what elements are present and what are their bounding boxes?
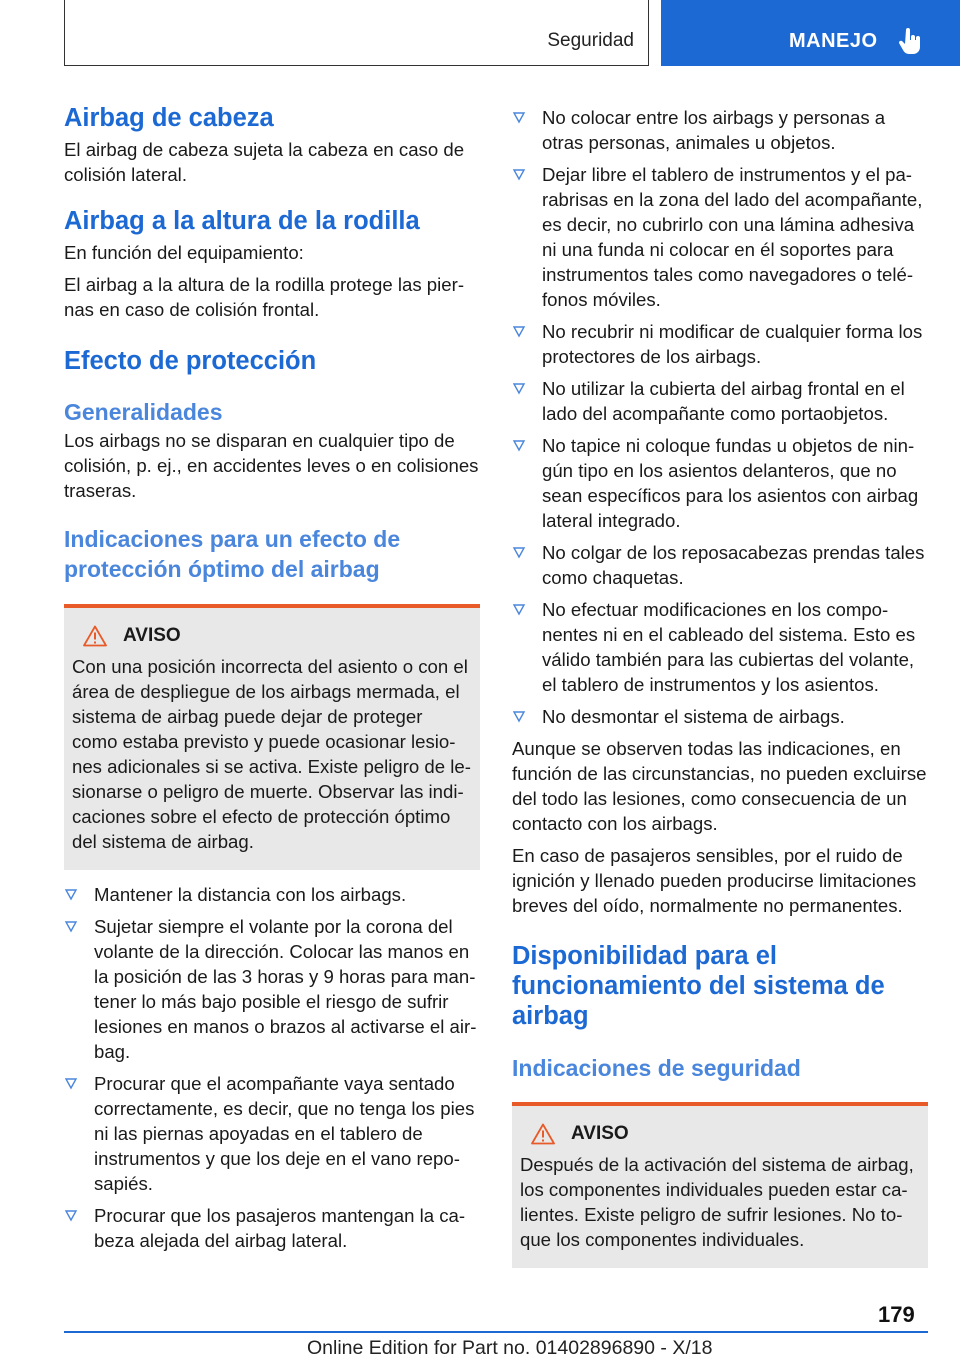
list-item: No colgar de los reposacabezas prendas tales como chaquetas. — [512, 540, 928, 590]
hand-pointer-icon — [897, 28, 923, 56]
heading-airbag-rodilla: Airbag a la altura de la rodilla — [64, 207, 420, 235]
bullet-triangle-icon — [64, 1076, 78, 1090]
list-item: Dejar libre el tablero de instrumentos y el parabrisas en la zona del lado del acompañante, es decir, no cubrirlo con una lámina adhesiva ni una funda ni colocar en él soportes para instrumentos tales como navegadores o teléfonos móviles. — [512, 162, 928, 312]
bullet-triangle-icon — [512, 709, 526, 723]
paragraph-airbag-rodilla: El airbag a la altura de la rodilla protege las piernas en caso de colisión frontal. — [64, 274, 465, 320]
list-item: No colocar entre los airbags y personas a otras personas, animales u objetos. — [512, 105, 928, 155]
list-item: Sujetar siempre el volante por la corona del volante de la dirección. Colocar las manos en la posición de las 3 horas y 9 horas para mantener lo más bajo posible el riesgo de sufrir lesiones en manos o brazos al activarse el airbag. — [64, 914, 480, 1064]
chapter-tab[interactable] — [661, 0, 960, 66]
warning-title — [72, 622, 472, 650]
left-column — [64, 100, 480, 1260]
heading-airbag-cabeza: Airbag de cabeza — [64, 104, 274, 132]
warning-box — [64, 604, 480, 870]
paragraph-equipamiento: En función del equipamiento: — [64, 242, 304, 263]
warning-triangle-icon — [83, 625, 107, 647]
list-item: Mantener la distancia con los airbags. — [64, 882, 480, 907]
heading-disponibilidad: Disponibilidad para el funcionamiento del sistema de airbag — [512, 942, 885, 1030]
warning-triangle-icon — [531, 1123, 555, 1145]
bullet-triangle-icon — [64, 919, 78, 933]
footer-edition: Online Edition for Part no. 01402896890 - X/18 — [307, 1337, 713, 1359]
list-item: No desmontar el sistema de airbags. — [512, 704, 928, 729]
bullet-triangle-icon — [512, 381, 526, 395]
section-title: Seguridad — [547, 30, 634, 51]
heading-indicaciones-seguridad: Indicaciones de seguridad — [512, 1055, 801, 1081]
header-section-box — [64, 0, 649, 66]
paragraph-aunque: Aunque se observen todas las indicaciones, en función de las circunstancias, no pueden excluirse del todo las lesiones, como consecuencia de un contacto con los airbags. — [512, 738, 927, 834]
page-number: 179 — [878, 1302, 915, 1327]
bullet-triangle-icon — [64, 1208, 78, 1222]
heading-efecto-proteccion: Efecto de protección — [64, 347, 317, 375]
warning-title — [520, 1120, 920, 1148]
bullet-triangle-icon — [512, 438, 526, 452]
paragraph-generalidades: Los airbags no se disparan en cualquier tipo de colisión, p. ej., en accidentes leves o en colisiones traseras. — [64, 430, 479, 501]
bullet-triangle-icon — [512, 167, 526, 181]
bullet-triangle-icon — [512, 545, 526, 559]
bullet-triangle-icon — [512, 324, 526, 338]
bullet-list-right — [512, 105, 928, 729]
warning-title-text: AVISO — [123, 625, 181, 646]
warning-text: Después de la activación del sistema de airbag, los componentes individuales pueden estar calientes. Existe peligro de sufrir lesiones. No toque los componentes individuales. — [520, 1154, 914, 1250]
footer-divider — [64, 1331, 928, 1333]
bullet-triangle-icon — [512, 602, 526, 616]
list-item: No recubrir ni modificar de cualquier forma los protectores de los airbags. — [512, 319, 928, 369]
warning-box — [512, 1102, 928, 1268]
list-item: No efectuar modificaciones en los componentes ni en el cableado del sistema. Esto es válido también para las cubiertas del volante, el tablero de instrumentos y los asientos. — [512, 597, 928, 697]
list-item: Procurar que el acompañante vaya sentado correctamente, es decir, que no tenga los pies ni las piernas apoyadas en el tablero de instrumentos y que los deje en el vano reposapiés. — [64, 1071, 480, 1196]
chapter-tab-label: MANEJO — [789, 30, 878, 52]
heading-indicaciones-efecto: Indicaciones para un efecto de protección óptimo del airbag — [64, 526, 401, 582]
bullet-list-left — [64, 882, 480, 1253]
heading-generalidades: Generalidades — [64, 399, 223, 425]
paragraph-airbag-cabeza: El airbag de cabeza sujeta la cabeza en caso de colisión lateral. — [64, 139, 465, 185]
paragraph-pasajeros: En caso de pasajeros sensibles, por el ruido de ignición y llenado pueden producirse limitaciones breves del oído, normalmente no permanentes. — [512, 845, 917, 916]
warning-text: Con una posición incorrecta del asiento o con el área de despliegue de los airbags mermada, el sistema de airbag puede dejar de proteger como estaba previsto y puede ocasionar lesiones adicionales si se activa. Existe peligro de lesionarse o peligro de muerte. Observar las indicaciones sobre el efecto de protección óptimo del sistema de airbag. — [72, 656, 471, 852]
bullet-triangle-icon — [64, 887, 78, 901]
list-item: Procurar que los pasajeros mantengan la cabeza alejada del airbag lateral. — [64, 1203, 480, 1253]
bullet-triangle-icon — [512, 110, 526, 124]
right-column — [512, 100, 928, 1268]
list-item: No tapice ni coloque fundas u objetos de ningún tipo en los asientos delanteros, que no sean específicos para los asientos con airbag lateral integrado. — [512, 433, 928, 533]
warning-title-text: AVISO — [571, 1123, 629, 1144]
list-item: No utilizar la cubierta del airbag frontal en el lado del acompañante como portaobjetos. — [512, 376, 928, 426]
